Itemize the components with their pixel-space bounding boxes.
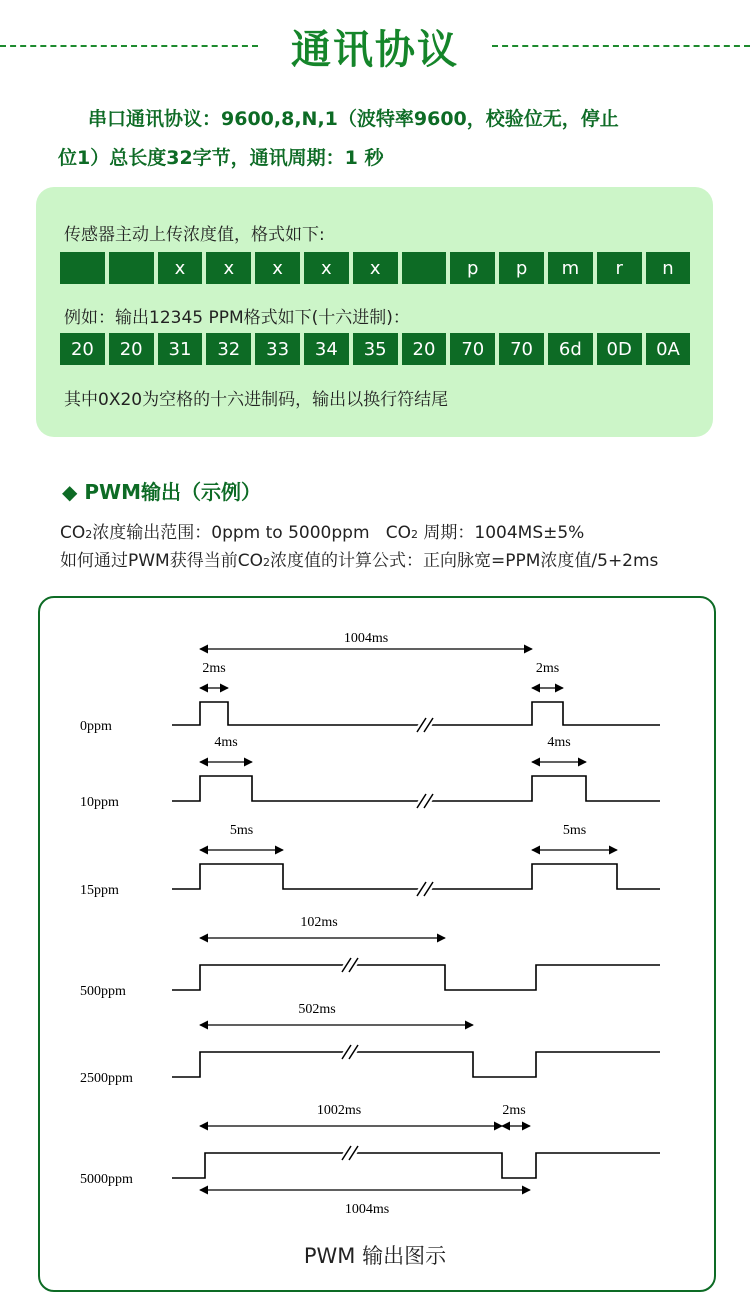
example-cell: 6d	[548, 333, 593, 365]
range-sub: 2	[85, 528, 93, 541]
example-cell: 34	[304, 333, 349, 365]
formula-pre: 如何通过PWM获得当前CO	[60, 551, 263, 571]
signal-2-pulse-label-2: 5ms	[562, 823, 587, 838]
diagram-caption: PWM 输出图示	[303, 1244, 447, 1268]
example-cell: 70	[450, 333, 495, 365]
signal-4-waveform	[172, 1052, 660, 1077]
example-cell: 0A	[646, 333, 691, 365]
format-cell: x	[353, 252, 398, 284]
format-cell: x	[158, 252, 203, 284]
example-cell: 70	[499, 333, 544, 365]
signal-3-pulse-label: 102ms	[300, 915, 338, 930]
format-cell: x	[304, 252, 349, 284]
signal-4-label: 2500ppm	[80, 1071, 133, 1086]
example-cell: 35	[353, 333, 398, 365]
example-cell: 33	[255, 333, 300, 365]
signal-1-waveform	[172, 776, 660, 801]
signal-0-pulse-label-2: 2ms	[535, 661, 560, 676]
formula-sub: 2	[262, 556, 270, 569]
signal-1-label: 10ppm	[80, 795, 119, 810]
example-cell: 20	[109, 333, 154, 365]
format-cell: x	[255, 252, 300, 284]
signal-5-low-label: 2ms	[502, 1103, 526, 1118]
period-co: CO	[385, 523, 411, 543]
signal-2-pulse-label: 5ms	[229, 823, 254, 838]
formula-post: 浓度值的计算公式：正向脉宽=PPM浓度值/5+2ms	[269, 551, 659, 571]
format-cell: p	[499, 252, 544, 284]
example-cell: 31	[158, 333, 203, 365]
signal-0-pulse-label: 2ms	[202, 661, 226, 676]
page-title: 通讯协议	[291, 27, 459, 73]
range-co: CO	[60, 523, 86, 543]
format-cell: m	[548, 252, 593, 284]
format-intro: 传感器主动上传浓度值，格式如下:	[64, 225, 325, 245]
format-note: 其中0X20为空格的十六进制码，输出以换行符结尾	[64, 390, 449, 410]
signal-5-waveform	[172, 1153, 660, 1178]
signal-2-label: 15ppm	[80, 883, 119, 898]
example-cell: 0D	[597, 333, 642, 365]
format-cell: x	[206, 252, 251, 284]
protocol-line-1: 串口通讯协议：9600,8,N,1（波特率9600，校验位无，停止	[88, 108, 619, 130]
example-cell: 20	[60, 333, 105, 365]
example-label: 例如：输出12345 PPM格式如下(十六进制)：	[64, 308, 410, 328]
period-sub: 2	[411, 528, 418, 541]
protocol-line-2: 位1）总长度32字节，通讯周期：1 秒	[58, 147, 384, 169]
format-cell: p	[450, 252, 495, 284]
signal-3-label: 500ppm	[80, 984, 126, 999]
format-cell: n	[646, 252, 691, 284]
pwm-heading-text: PWM输出（示例）	[84, 480, 261, 504]
signal-0-waveform	[172, 702, 660, 725]
signal-4-pulse-label: 502ms	[298, 1002, 336, 1017]
signal-1-pulse-label-2: 4ms	[547, 735, 571, 750]
example-cell: 20	[402, 333, 447, 365]
signal-0-label: 0ppm	[80, 719, 112, 734]
signal-5-pulse-label: 1002ms	[316, 1103, 362, 1118]
signal-1-pulse-label: 4ms	[214, 735, 238, 750]
signal-5-period-label: 1004ms	[344, 1202, 390, 1217]
range-text: 浓度输出范围：0ppm to 5000ppm	[92, 523, 370, 543]
signal-5-label: 5000ppm	[80, 1172, 133, 1187]
signal-3-waveform	[172, 965, 660, 990]
example-cell: 32	[206, 333, 251, 365]
period-label-top: 1004ms	[343, 631, 389, 646]
diamond-icon: ◆	[62, 480, 85, 504]
format-cell: r	[597, 252, 642, 284]
signal-2-waveform	[172, 864, 660, 889]
period-text: 周期：1004MS±5%	[418, 523, 585, 543]
